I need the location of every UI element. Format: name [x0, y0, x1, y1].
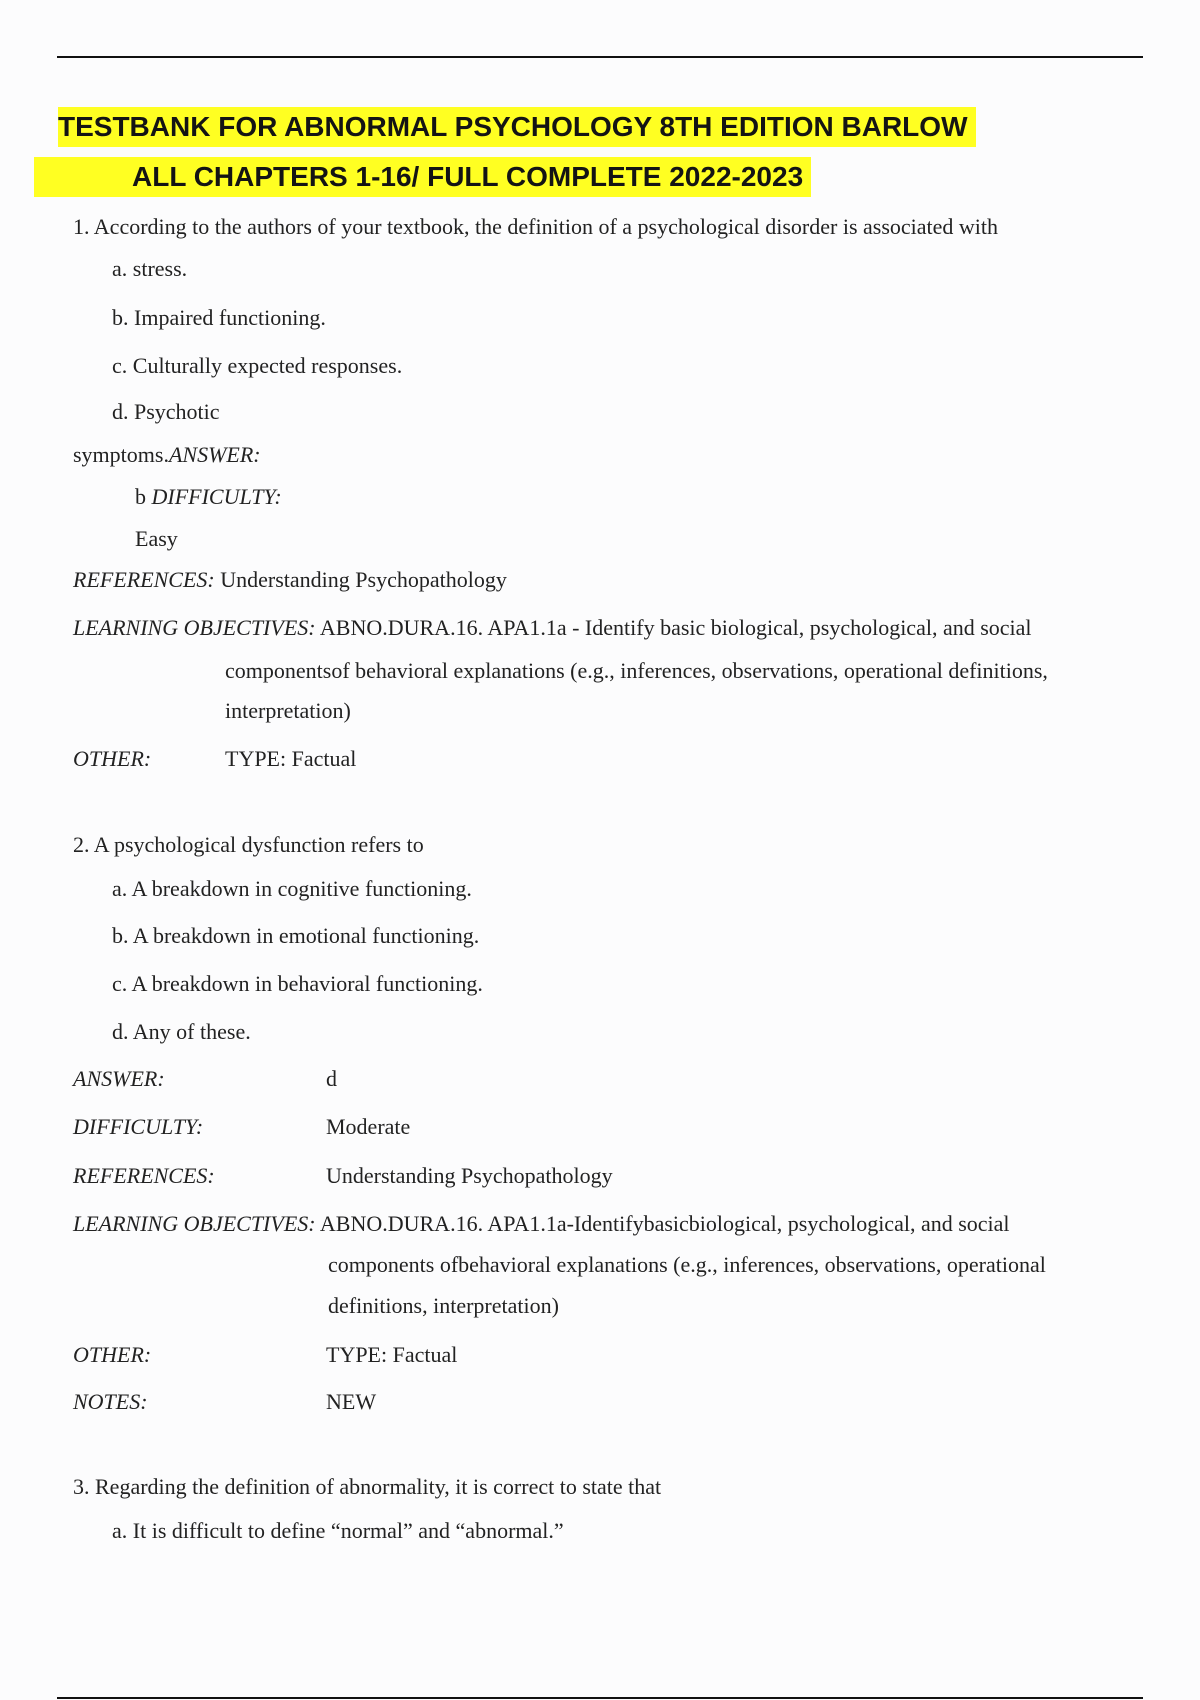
q1-option-a: a. stress.	[112, 256, 188, 281]
q1-references-label: REFERENCES:	[73, 567, 215, 592]
q2-answer-value: d	[326, 1066, 337, 1091]
q1-symptoms-answer-line	[73, 441, 261, 469]
q2-option-c: c. A breakdown in behavioral functioning.	[112, 971, 483, 996]
q2-other-value: TYPE: Factual	[326, 1342, 458, 1367]
q1-references-value: Understanding Psychopathology	[220, 567, 507, 592]
q2-references-value: Understanding Psychopathology	[326, 1163, 613, 1188]
q2-option-b: b. A breakdown in emotional functioning.	[112, 923, 480, 948]
top-rule	[57, 56, 1143, 58]
q1-lo-line-3: interpretation)	[225, 698, 351, 723]
q3-question: 3. Regarding the definition of abnormality, it is correct to state that	[73, 1474, 662, 1499]
q1-other-value: TYPE: Factual	[225, 746, 357, 771]
q1-difficulty-value: Easy	[135, 526, 178, 551]
document-title-line-2: ALL CHAPTERS 1-16/ FULL COMPLETE 2022-2023	[34, 157, 811, 197]
document-title-line-1: TESTBANK FOR ABNORMAL PSYCHOLOGY 8TH EDITION BARLOW	[58, 107, 976, 147]
q2-question: 2. A psychological dysfunction refers to	[73, 832, 424, 857]
q2-notes-value: NEW	[326, 1389, 377, 1414]
q1-symptoms-text: symptoms.	[73, 442, 169, 467]
bottom-rule	[57, 1697, 1143, 1699]
q2-lo-label: LEARNING OBJECTIVES:	[73, 1211, 316, 1236]
q2-difficulty-value: Moderate	[326, 1114, 411, 1139]
q1-difficulty-label: DIFFICULTY:	[151, 484, 282, 509]
q3-option-a: a. It is difficult to define “normal” and “abnormal.”	[112, 1518, 564, 1543]
q1-question: 1. According to the authors of your textbook, the definition of a psychological disorder is associated with	[73, 214, 999, 239]
q2-option-a: a. A breakdown in cognitive functioning.	[112, 876, 472, 901]
q2-other-label: OTHER:	[73, 1342, 152, 1367]
q1-lo-line-2: componentsof behavioral explanations (e.g., inferences, observations, operational definitions,	[225, 658, 1048, 683]
q2-lo-line-1	[73, 1210, 1010, 1238]
q1-answer-difficulty-line	[135, 483, 282, 511]
q1-lo-label: LEARNING OBJECTIVES:	[73, 615, 316, 640]
q1-option-d: d. Psychotic	[112, 399, 220, 424]
q1-lo-text-1: ABNO.DURA.16. APA1.1a - Identify basic biological, psychological, and social	[319, 615, 1032, 640]
q1-option-b: b. Impaired functioning.	[112, 305, 326, 330]
q1-answer-label: ANSWER:	[168, 442, 261, 467]
q2-lo-line-2: components ofbehavioral explanations (e.g., inferences, observations, operational	[328, 1252, 1046, 1277]
q2-answer-label: ANSWER:	[73, 1066, 165, 1091]
q2-notes-label: NOTES:	[73, 1389, 148, 1414]
q2-option-d: d. Any of these.	[112, 1019, 251, 1044]
q2-references-label: REFERENCES:	[73, 1163, 215, 1188]
q1-lo-line-1	[73, 614, 1032, 642]
q1-references-line	[73, 566, 507, 594]
q1-other-label: OTHER:	[73, 746, 152, 771]
q2-lo-text-1: ABNO.DURA.16. APA1.1a-Identifybasicbiological, psychological, and social	[319, 1211, 1010, 1236]
q1-answer-value: b	[135, 484, 146, 509]
q2-difficulty-label: DIFFICULTY:	[73, 1114, 204, 1139]
q1-option-c: c. Culturally expected responses.	[112, 353, 403, 378]
q2-lo-line-3: definitions, interpretation)	[328, 1293, 559, 1318]
